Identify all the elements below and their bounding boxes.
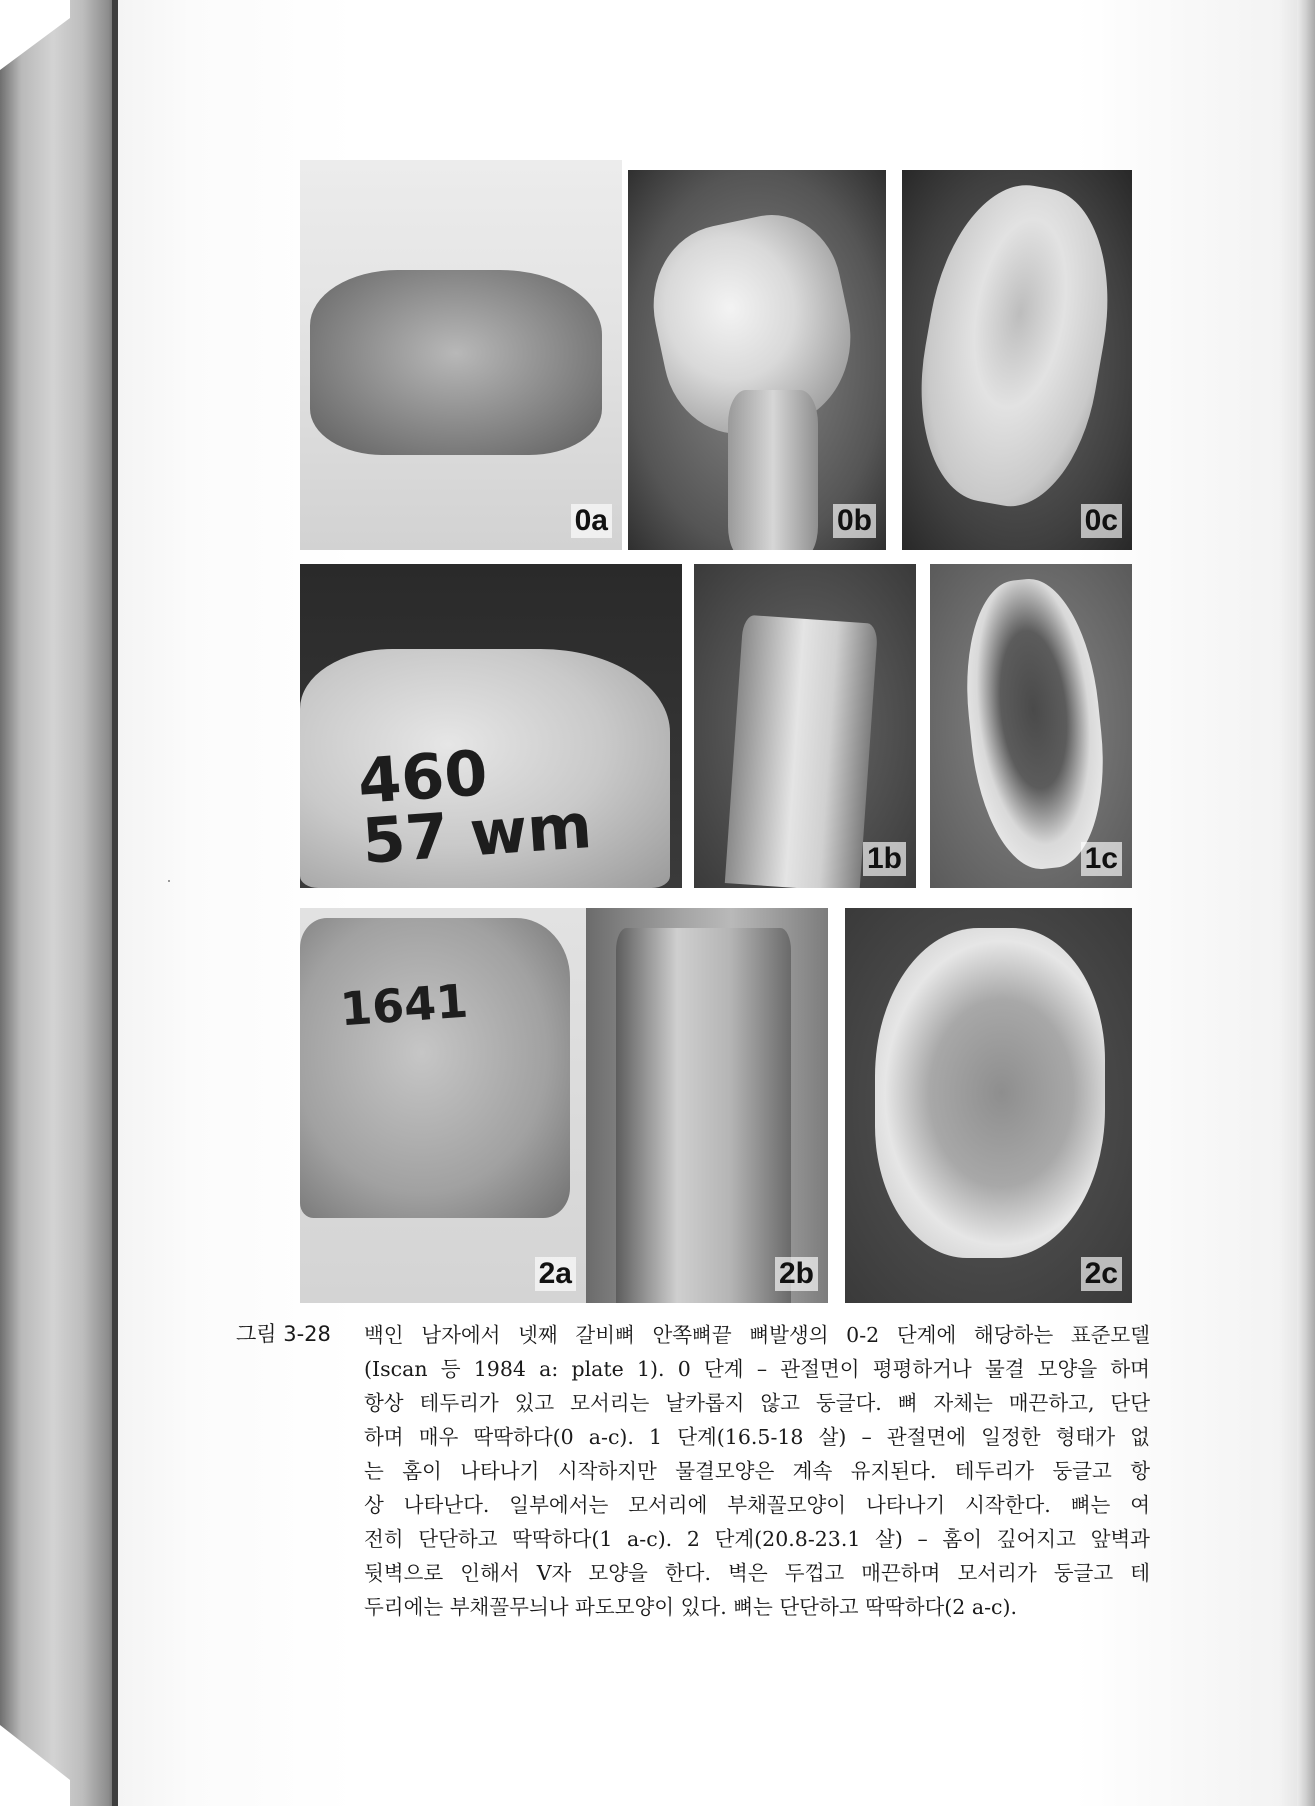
caption-line: 하며 매우 딱딱하다(0 a-c). 1 단계(16.5-18 살) – 관절면에 일정한 형태가 없 [364, 1425, 1150, 1449]
caption-line: 는 홈이 나타나기 시작하지만 물결모양은 계속 유지된다. 테두리가 둥글고 항 [364, 1459, 1150, 1483]
panel-label: 1b [863, 842, 906, 876]
panel-label: 0a [571, 504, 612, 538]
figure-plate [300, 160, 1132, 1303]
panel-label: 2b [775, 1257, 818, 1291]
caption-line: 전히 단단하고 딱딱하다(1 a-c). 2 단계(20.8-23.1 살) – 홈이 깊어지고 앞벽과 [364, 1527, 1150, 1551]
photo-panel-0a [300, 160, 622, 550]
panel-label: 0c [1081, 504, 1122, 538]
bone-specimen [875, 928, 1105, 1258]
panel-label: 2a [535, 1257, 576, 1291]
specimen-ink-number: 1641 [338, 973, 470, 1037]
caption-line: (Iscan 등 1984 a: plate 1). 0 단계 – 관절면이 평평하거나 물결 모양을 하며 [364, 1357, 1150, 1381]
bone-shaft [725, 615, 878, 888]
photo-panel-1c [930, 564, 1132, 888]
print-speck [168, 880, 170, 882]
bone-specimen [310, 270, 602, 455]
figure-number: 그림 3-28 [236, 1322, 331, 1346]
caption-line: 두리에는 부채꼴무늬나 파도모양이 있다. 뼈는 단단하고 딱딱하다(2 a-c). [364, 1595, 1017, 1619]
panel-label: 0b [833, 504, 876, 538]
caption-line: 항상 테두리가 있고 모서리는 날카롭지 않고 둥글다. 뼈 자체는 매끈하고, 단단 [364, 1391, 1150, 1415]
bone-specimen [902, 172, 1128, 518]
photo-panel-1b [694, 564, 916, 888]
book-spine [0, 0, 118, 1806]
specimen-ink-number: 460 57 wm [355, 736, 595, 878]
caption-line: 백인 남자에서 넷째 갈비뼈 안쪽뼈끝 뼈발생의 0-2 단계에 해당하는 표준모델 [364, 1323, 1150, 1347]
bone-specimen [300, 918, 570, 1218]
caption-line: 상 나타난다. 일부에서는 모서리에 부채꼴모양이 나타나기 시작한다. 뼈는 여 [364, 1493, 1150, 1517]
caption-line: 뒷벽으로 인해서 V자 모양을 한다. 벽은 두껍고 매끈하며 모서리가 둥글고 테 [364, 1561, 1150, 1585]
bone-shaft [616, 928, 791, 1303]
page-edge [1297, 0, 1315, 1806]
photo-panel-2c [845, 908, 1132, 1303]
caption-text [364, 1318, 1150, 1624]
photo-panel-1a [300, 564, 682, 888]
bone-specimen [955, 573, 1115, 875]
photo-panel-0b [628, 170, 886, 550]
panel-label: 2c [1081, 1257, 1122, 1291]
photo-panel-2b [586, 908, 828, 1303]
panel-label: 1c [1081, 842, 1122, 876]
photo-panel-0c [902, 170, 1132, 550]
photo-panel-2a [300, 908, 586, 1303]
bone-shaft [728, 390, 818, 550]
